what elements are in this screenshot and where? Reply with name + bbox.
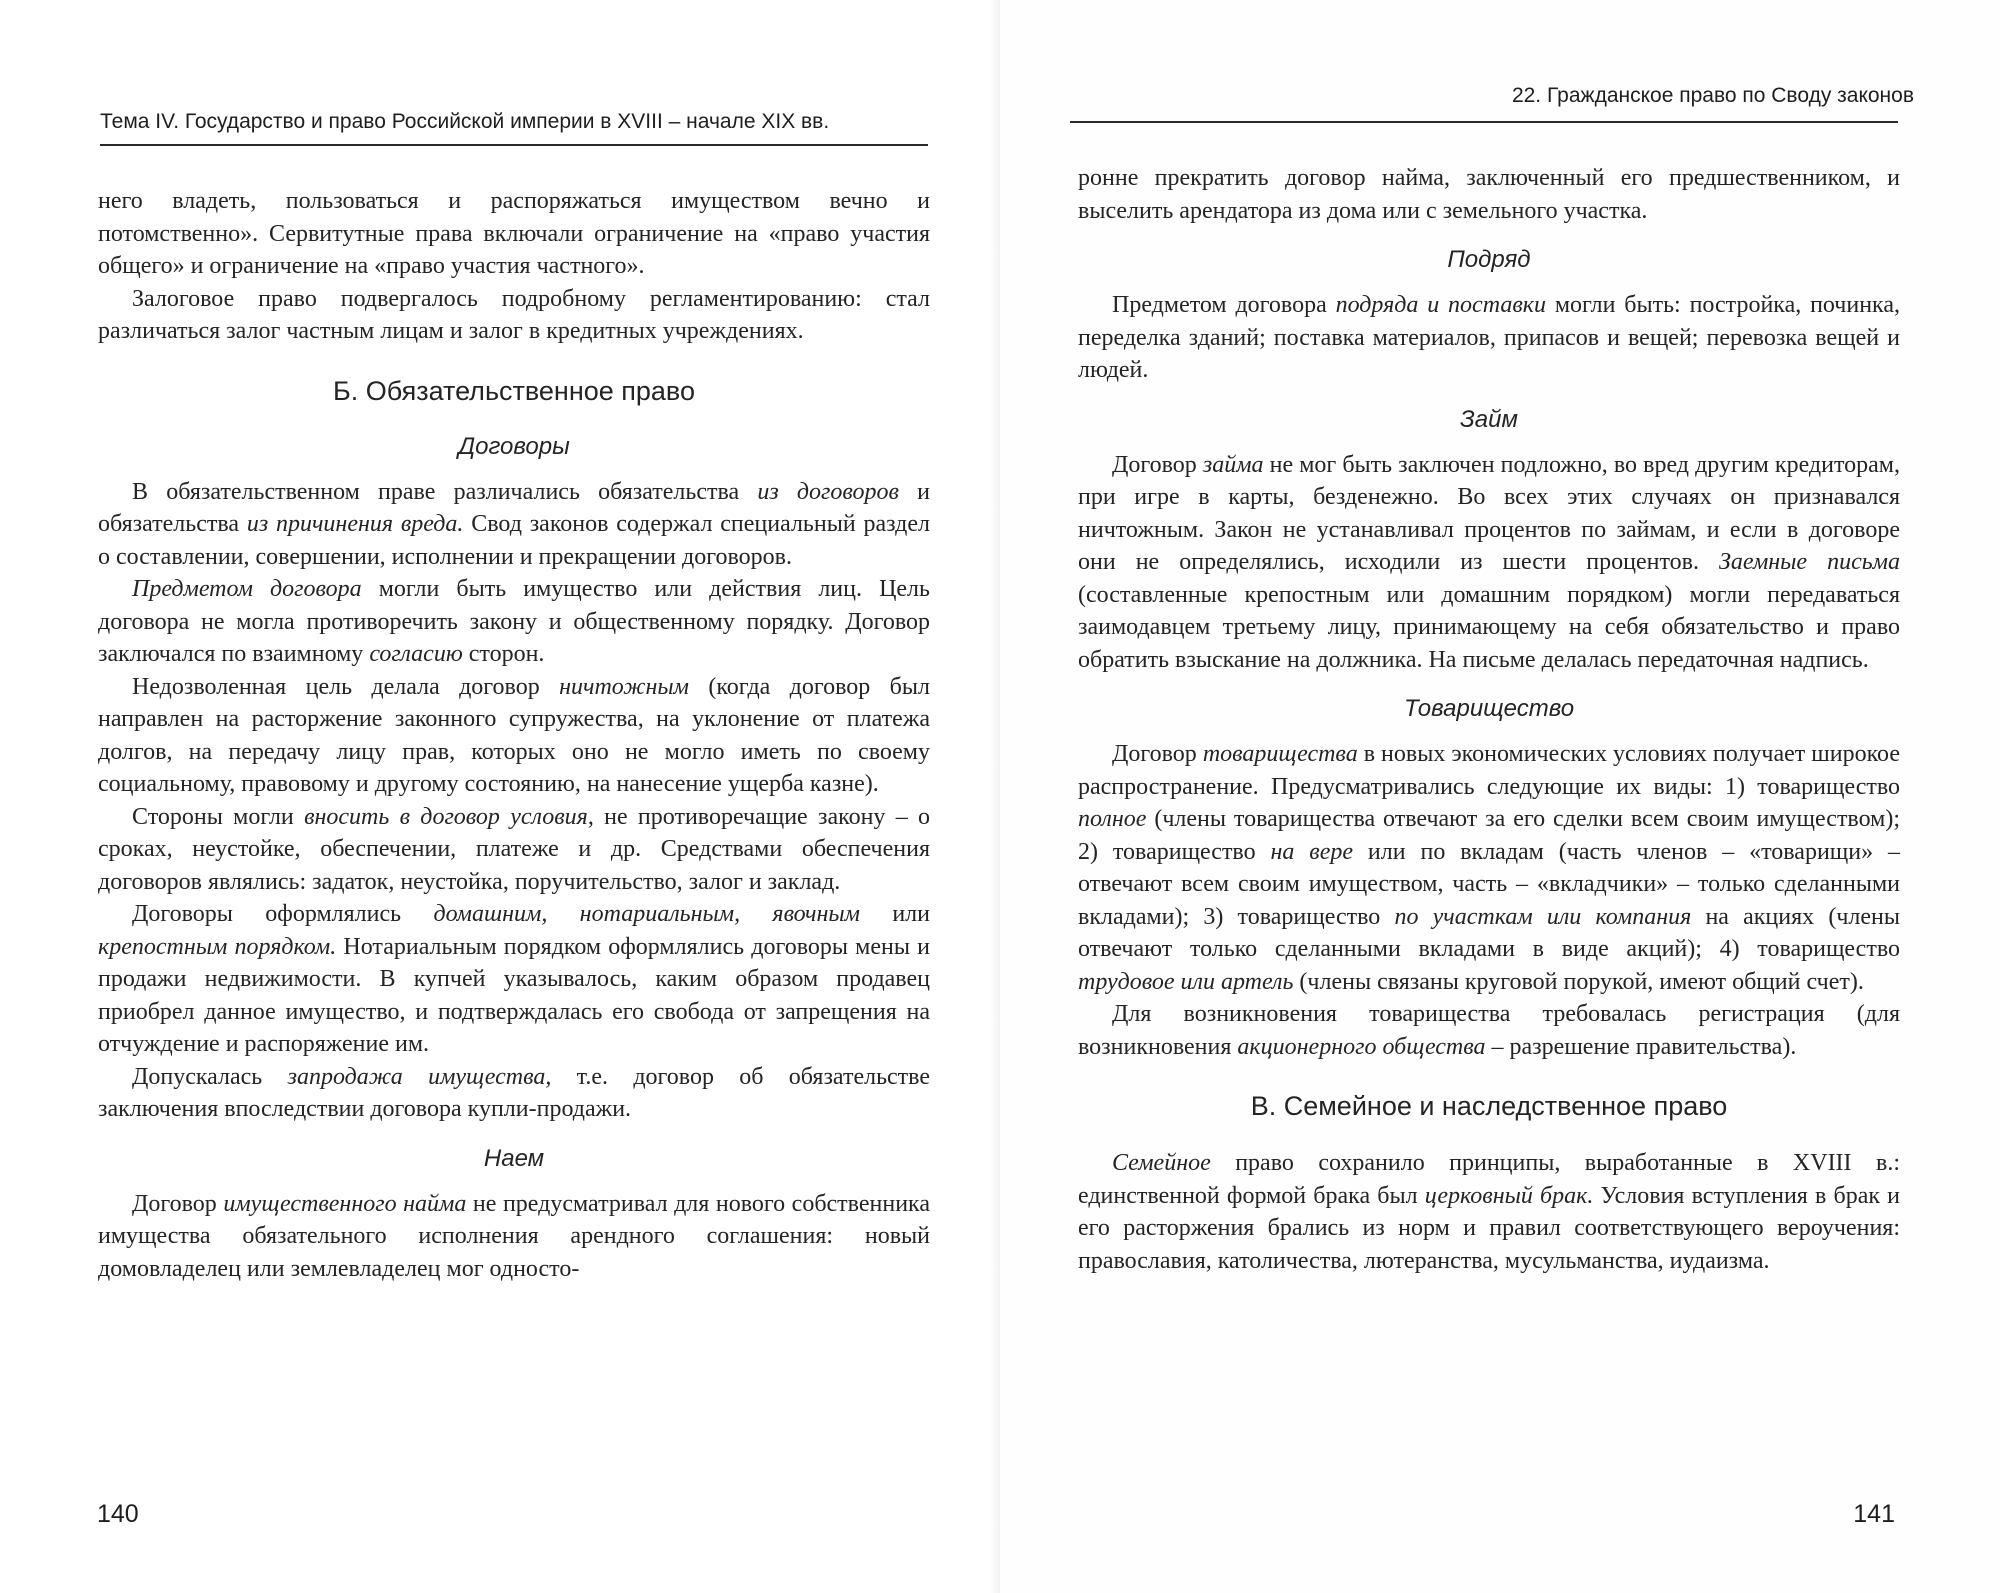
subsection-heading: Товарищество: [1403, 695, 1575, 722]
paragraph: Договор товарищества в новых экономических условиях получает широкое распространение. Предусматривались следующие их виды: 1) товарищество полное (члены товарищества отвечают за его сделки всем своим имуществом); 2) товарищество на вере или по вкладам (часть членов – «товарищи» – отвечают всем своим имуществом, часть – «вкладчики» – только сделанными вкладами); 3) товарищество по участкам или компания на акциях (члены отвечают только сделанными вкладами в виде акций); 4) товарищество трудовое или артель (члены связаны круговой порукой, имеют общий счет).: [1078, 741, 1901, 995]
paragraph: Недозволенная цель делала договор ничтожным (когда договор был направлен на расторжение законного супружества, на уклонение от платежа долгов, на передачу лицу прав, которых оно не могло иметь по своему социальному, правовому и другому состоянию, на нанесение ущерба казне).: [98, 673, 930, 797]
subsection-heading: Наем: [483, 1144, 545, 1172]
running-head: Тема IV. Государство и право Российской империи в XVIII – начале XIX вв.: [100, 110, 830, 133]
subsection-heading: Займ: [1460, 405, 1518, 433]
section-heading: Б. Обязательственное право: [332, 375, 695, 406]
header-rule: [100, 144, 928, 146]
paragraph: Договор имущественного найма не предусматривал для нового собственника имущества обязательного исполнения арендного соглашения: новый домовладелец или землевладелец мог односто-: [98, 1190, 930, 1282]
right-page: [1000, 0, 2000, 1593]
paragraph: Допускалась запродажа имущества, т.е. договор об обязательстве заключения впоследствии договора купли-продажи.: [98, 1063, 931, 1122]
paragraph: ронне прекратить договор найма, заключенный его предшественником, и выселить арендатора из дома или с земельного участка.: [1078, 165, 1900, 224]
paragraph: него владеть, пользоваться и распоряжаться имуществом вечно и потомственно». Сервитутные права включали ограничение на «право участия общего» и ограничение на «право участия частного».: [98, 188, 930, 279]
page-number: 141: [1853, 1500, 1895, 1528]
running-head: 22. Гражданское право по Своду законов: [1511, 84, 1914, 107]
section-heading: В. Семейное и наследственное право: [1250, 1091, 1728, 1121]
body-text: [98, 185, 930, 1285]
paragraph: Стороны могли вносить в договор условия, не противоречащие закону – о сроках, неустойке, обеспечении, платеже и др. Средствами обеспечения договоров являлись: задаток, неустойка, поручительство, залог и заклад.: [98, 803, 931, 895]
subsection-heading: Подряд: [1447, 246, 1531, 273]
page-number: 140: [97, 1500, 139, 1528]
subsection-heading: Договоры: [458, 432, 570, 460]
paragraph: Для возникновения товарищества требовалась регистрация (для возникновения акционерного общества – разрешение правительства).: [1078, 1001, 1900, 1060]
paragraph: Предметом договора могли быть имущество или действия лиц. Цель договора не могла противоречить закону и общественному порядку. Договор заключался по взаимному согласию сторон.: [98, 576, 930, 667]
body-text: [1078, 162, 1900, 1277]
paragraph: Договоры оформлялись домашним, нотариальным, явочным или крепостным порядком. Нотариальным порядком оформлялись договоры мены и продажи недвижимости. В купчей указывалось, каким образом продавец приобрел данное имущество, и подтверждалась его свобода от запрещения на отчуждение и распоряжение им.: [98, 901, 931, 1057]
paragraph: Семейное право сохранило принципы, выработанные в XVIII в.: единственной формой брака был церковный брак. Условия вступления в брак и его расторжения брались из норм и правил соответствующего вероучения: православия, католичества, лютеранства, мусульманства, иудаизма.: [1078, 1150, 1901, 1274]
paragraph: Залоговое право подвергалось подробному регламентированию: стал различаться залог частным лицам и залог в кредитных учреждениях.: [98, 285, 930, 344]
paragraph: В обязательственном праве различались обязательства из договоров и обязательства из причинения вреда. Свод законов содержал специальный раздел о составлении, совершении, исполнении и прекращении договоров.: [98, 478, 930, 570]
paragraph: Предметом договора подряда и поставки могли быть: постройка, починка, переделка зданий; поставка материалов, припасов и вещей; перевозка вещей и людей.: [1078, 292, 1900, 383]
header-rule: [1070, 121, 1898, 123]
paragraph: Договор займа не мог быть заключен подложно, во вред другим кредиторам, при игре в карты, безденежно. Во всех этих случаях он признавался ничтожным. Закон не устанавливал процентов по займам, и если в договоре они не определялись, исходили из шести процентов. Заемные письма (составленные крепостным или домашним порядком) могли передаваться заимодавцем третьему лицу, принимающему на себя обязательство и право обратить взыскание на должника. На письме делалась передаточная надпись.: [1078, 451, 1900, 673]
